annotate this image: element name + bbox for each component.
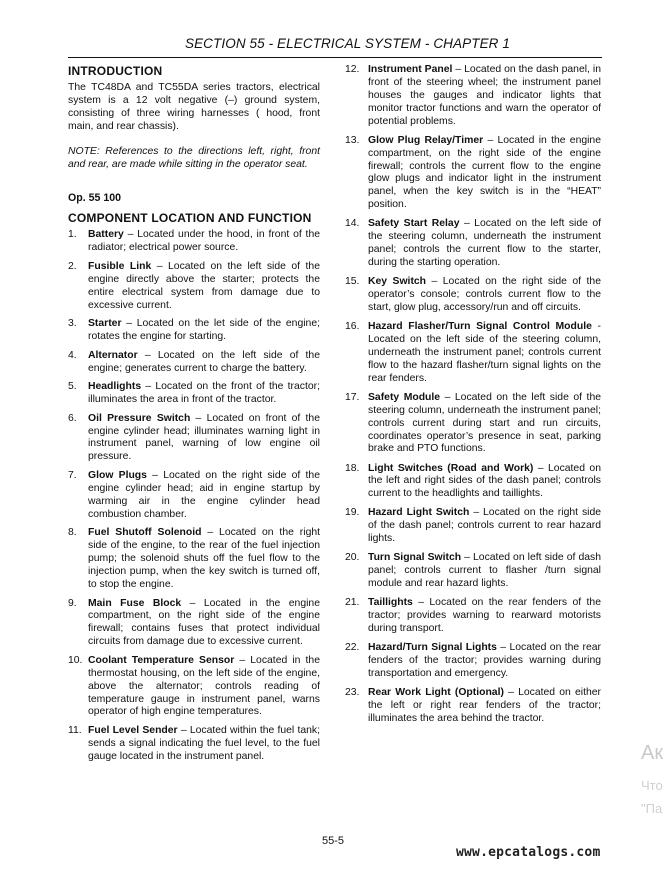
component-description: – Located on front of the engine cylinder head; illuminates warning light in instrument panel, warning of low engine oil pressure. <box>88 412 320 463</box>
component-number: 6. <box>68 412 77 424</box>
component-number: 5. <box>68 381 77 393</box>
component-description: – Located on the let side of the engine; rotates the engine for starting. <box>88 318 320 343</box>
component-term: Hazard Flasher/Turn Signal Control Module <box>368 321 592 333</box>
component-item <box>345 687 601 726</box>
component-description: – Located under the hood, in front of the radiator; electrical power source. <box>88 229 320 254</box>
component-term: Turn Signal Switch <box>368 552 462 564</box>
component-term: Instrument Panel <box>368 64 453 75</box>
component-term: Battery <box>88 229 124 241</box>
component-description: – Located in the engine compartment, on the right side of the engine firewall; controls the current flow to the engine glow plugs and indicator light in the instrument panel, when the key switch is in the “HEAT” position. <box>368 134 601 211</box>
component-number: 17. <box>345 391 360 403</box>
component-description: – Located on the rear fenders of the tractor; provides warning during transportation and emergency. <box>368 642 602 679</box>
component-item <box>68 725 320 764</box>
component-item <box>68 598 320 650</box>
component-item <box>68 261 320 313</box>
component-item <box>345 507 602 546</box>
component-number: 7. <box>68 469 77 481</box>
component-description: – Located within the fuel tank; sends a signal indicating the fuel level, to the fuel gauge located in the instrument panel. <box>88 725 320 762</box>
component-term: Headlights <box>88 381 142 393</box>
right-column <box>345 64 602 732</box>
component-term: Glow Plug Relay/Timer <box>368 134 484 146</box>
component-description: - Located on the left side of the steering column, underneath the instrument panel; controls current flow to the hazard flasher/turn signal lights on the rear fenders. <box>368 321 601 384</box>
component-number: 21. <box>345 597 360 609</box>
component-description: – Located on the left side of the steering column, underneath the instrument panel; controls current during start and run circuits, coordinates operator’s presence in seat, parking brake and PTO functions. <box>368 391 602 455</box>
component-list-left <box>68 229 320 763</box>
component-item <box>68 350 320 376</box>
component-term: Fuel Level Sender <box>88 725 178 737</box>
component-term: Fusible Link <box>88 260 152 272</box>
activation-overlay-line1: Ак <box>641 742 664 764</box>
component-number: 13. <box>345 134 360 146</box>
component-term: Alternator <box>88 349 138 361</box>
component-description: – Located on the right side of the operator’s console; controls current flow to the start, glow plug, accessory/run and off circuits. <box>368 276 601 313</box>
component-description: – Located on either the left or right rear fenders of the tractor; illuminates the area behind the tractor. <box>368 687 601 724</box>
component-item <box>345 391 602 457</box>
component-number: 2. <box>68 260 77 272</box>
component-number: 9. <box>68 597 77 609</box>
component-term: Starter <box>88 318 122 330</box>
component-description: – Located on left side of dash panel; controls current to flasher /turn signal module and rear hazard lights. <box>368 552 602 590</box>
intro-heading: INTRODUCTION <box>68 64 163 78</box>
component-item <box>345 64 601 129</box>
component-item <box>68 229 320 255</box>
component-description: – Located on the rear fenders of the tractor; provides warning to rearward motorists during transport. <box>368 597 601 635</box>
component-term: Light Switches (Road and Work) <box>368 462 534 474</box>
component-item <box>68 413 320 465</box>
website-watermark: www.epcatalogs.com <box>456 845 601 860</box>
component-number: 15. <box>345 276 360 288</box>
component-item <box>68 655 320 720</box>
component-term: Hazard Light Switch <box>368 507 470 519</box>
component-description: – Located on the right side of the engine cylinder head; aid in engine startup by warming air in the engine cylinder head combustion chamber. <box>88 469 320 520</box>
component-item <box>68 381 320 407</box>
left-column <box>68 64 320 769</box>
component-term: Key Switch <box>368 276 427 288</box>
component-term: Main Fuse Block <box>88 597 182 609</box>
component-term: Glow Plugs <box>88 469 147 481</box>
component-number: 22. <box>345 642 360 654</box>
component-description: – Located on the left side of the engine directly above the starter; protects the entire electrical system from damage due to excessive current. <box>88 260 320 311</box>
component-term: Hazard/Turn Signal Lights <box>368 642 497 654</box>
component-description: – Located on the right side of the dash panel; controls current to rear hazard lights. <box>368 507 602 545</box>
component-description: – Located in the thermostat housing, on the left side of the engine, above the alternator; controls reading of temperature gauge in instrument panel, warns operator of high engine temperatures. <box>88 654 320 718</box>
component-item <box>345 134 601 212</box>
component-description: – Located on the left and right sides of the dash panel; controls current to the headlights and taillights. <box>368 462 601 500</box>
component-number: 14. <box>345 218 360 230</box>
component-description: – Located on the front of the tractor; illuminates the area in front of the tractor. <box>88 381 320 406</box>
component-item <box>68 470 320 522</box>
component-number: 16. <box>345 321 360 333</box>
component-term: Coolant Temperature Sensor <box>88 654 235 666</box>
component-number: 18. <box>345 462 360 474</box>
component-item <box>68 318 320 344</box>
component-term: Fuel Shutoff Solenoid <box>88 527 202 539</box>
component-description: – Located on the right side of the engine, to the rear of the fuel injection pump; the solenoid shuts off the fuel flow to the injection pump, when the key switch is turned off, to stop the engine. <box>88 527 321 590</box>
header-divider <box>68 57 602 58</box>
component-description: – Located on the left side of the steering column, underneath the instrument panel; controls the current flow to the starter, during the starting operation. <box>368 218 601 269</box>
component-description: – Located on the left side of the engine; generates current to charge the battery. <box>88 349 320 374</box>
component-term: Taillights <box>368 597 413 609</box>
component-number: 19. <box>345 507 360 519</box>
activation-overlay-line2: Что <box>641 778 663 793</box>
component-number: 23. <box>345 687 360 699</box>
component-list-right <box>345 64 602 726</box>
component-item <box>68 527 320 592</box>
component-term: Rear Work Light (Optional) <box>368 687 504 699</box>
component-item <box>345 218 601 270</box>
component-item <box>345 462 601 502</box>
component-number: 11. <box>68 725 82 737</box>
section-header: SECTION 55 - ELECTRICAL SYSTEM - CHAPTER 1 <box>184 36 510 51</box>
component-item <box>345 276 601 315</box>
component-term: Safety Module <box>368 391 441 403</box>
component-item <box>345 552 602 591</box>
op-number: Op. 55 100 <box>68 192 121 205</box>
component-number: 3. <box>68 318 77 330</box>
activation-overlay-line3: "Па <box>641 801 663 816</box>
component-item <box>345 597 601 636</box>
intro-note: NOTE: References to the directions left, right, front and rear, are made while sitting in the operator seat. <box>68 145 320 170</box>
page-number: 55-5 <box>322 835 345 847</box>
component-heading: COMPONENT LOCATION AND FUNCTION <box>68 211 312 226</box>
component-number: 12. <box>345 64 360 75</box>
intro-paragraph: The TC48DA and TC55DA series tractors, electrical system is a 12 volt negative (–) ground system, consisting of three wiring harnesses ( hood, front main, and rear chassis). <box>68 82 320 132</box>
component-number: 8. <box>68 527 77 539</box>
component-number: 4. <box>68 349 77 361</box>
component-item <box>345 321 601 386</box>
component-description: – Located on the dash panel, in front of the steering wheel; the instrument panel houses the gauges and indicator lights that monitor tractor functions and warn the operator of potential problems. <box>368 64 601 127</box>
component-term: Oil Pressure Switch <box>88 412 191 424</box>
component-term: Safety Start Relay <box>368 218 460 230</box>
component-number: 10. <box>68 654 83 666</box>
component-number: 20. <box>345 552 360 564</box>
component-number: 1. <box>68 229 77 241</box>
component-description: – Located in the engine compartment, on the right side of the engine firewall; contains fuses that protect individual circuits from damage due to excessive current. <box>88 597 320 648</box>
component-item <box>345 642 602 681</box>
